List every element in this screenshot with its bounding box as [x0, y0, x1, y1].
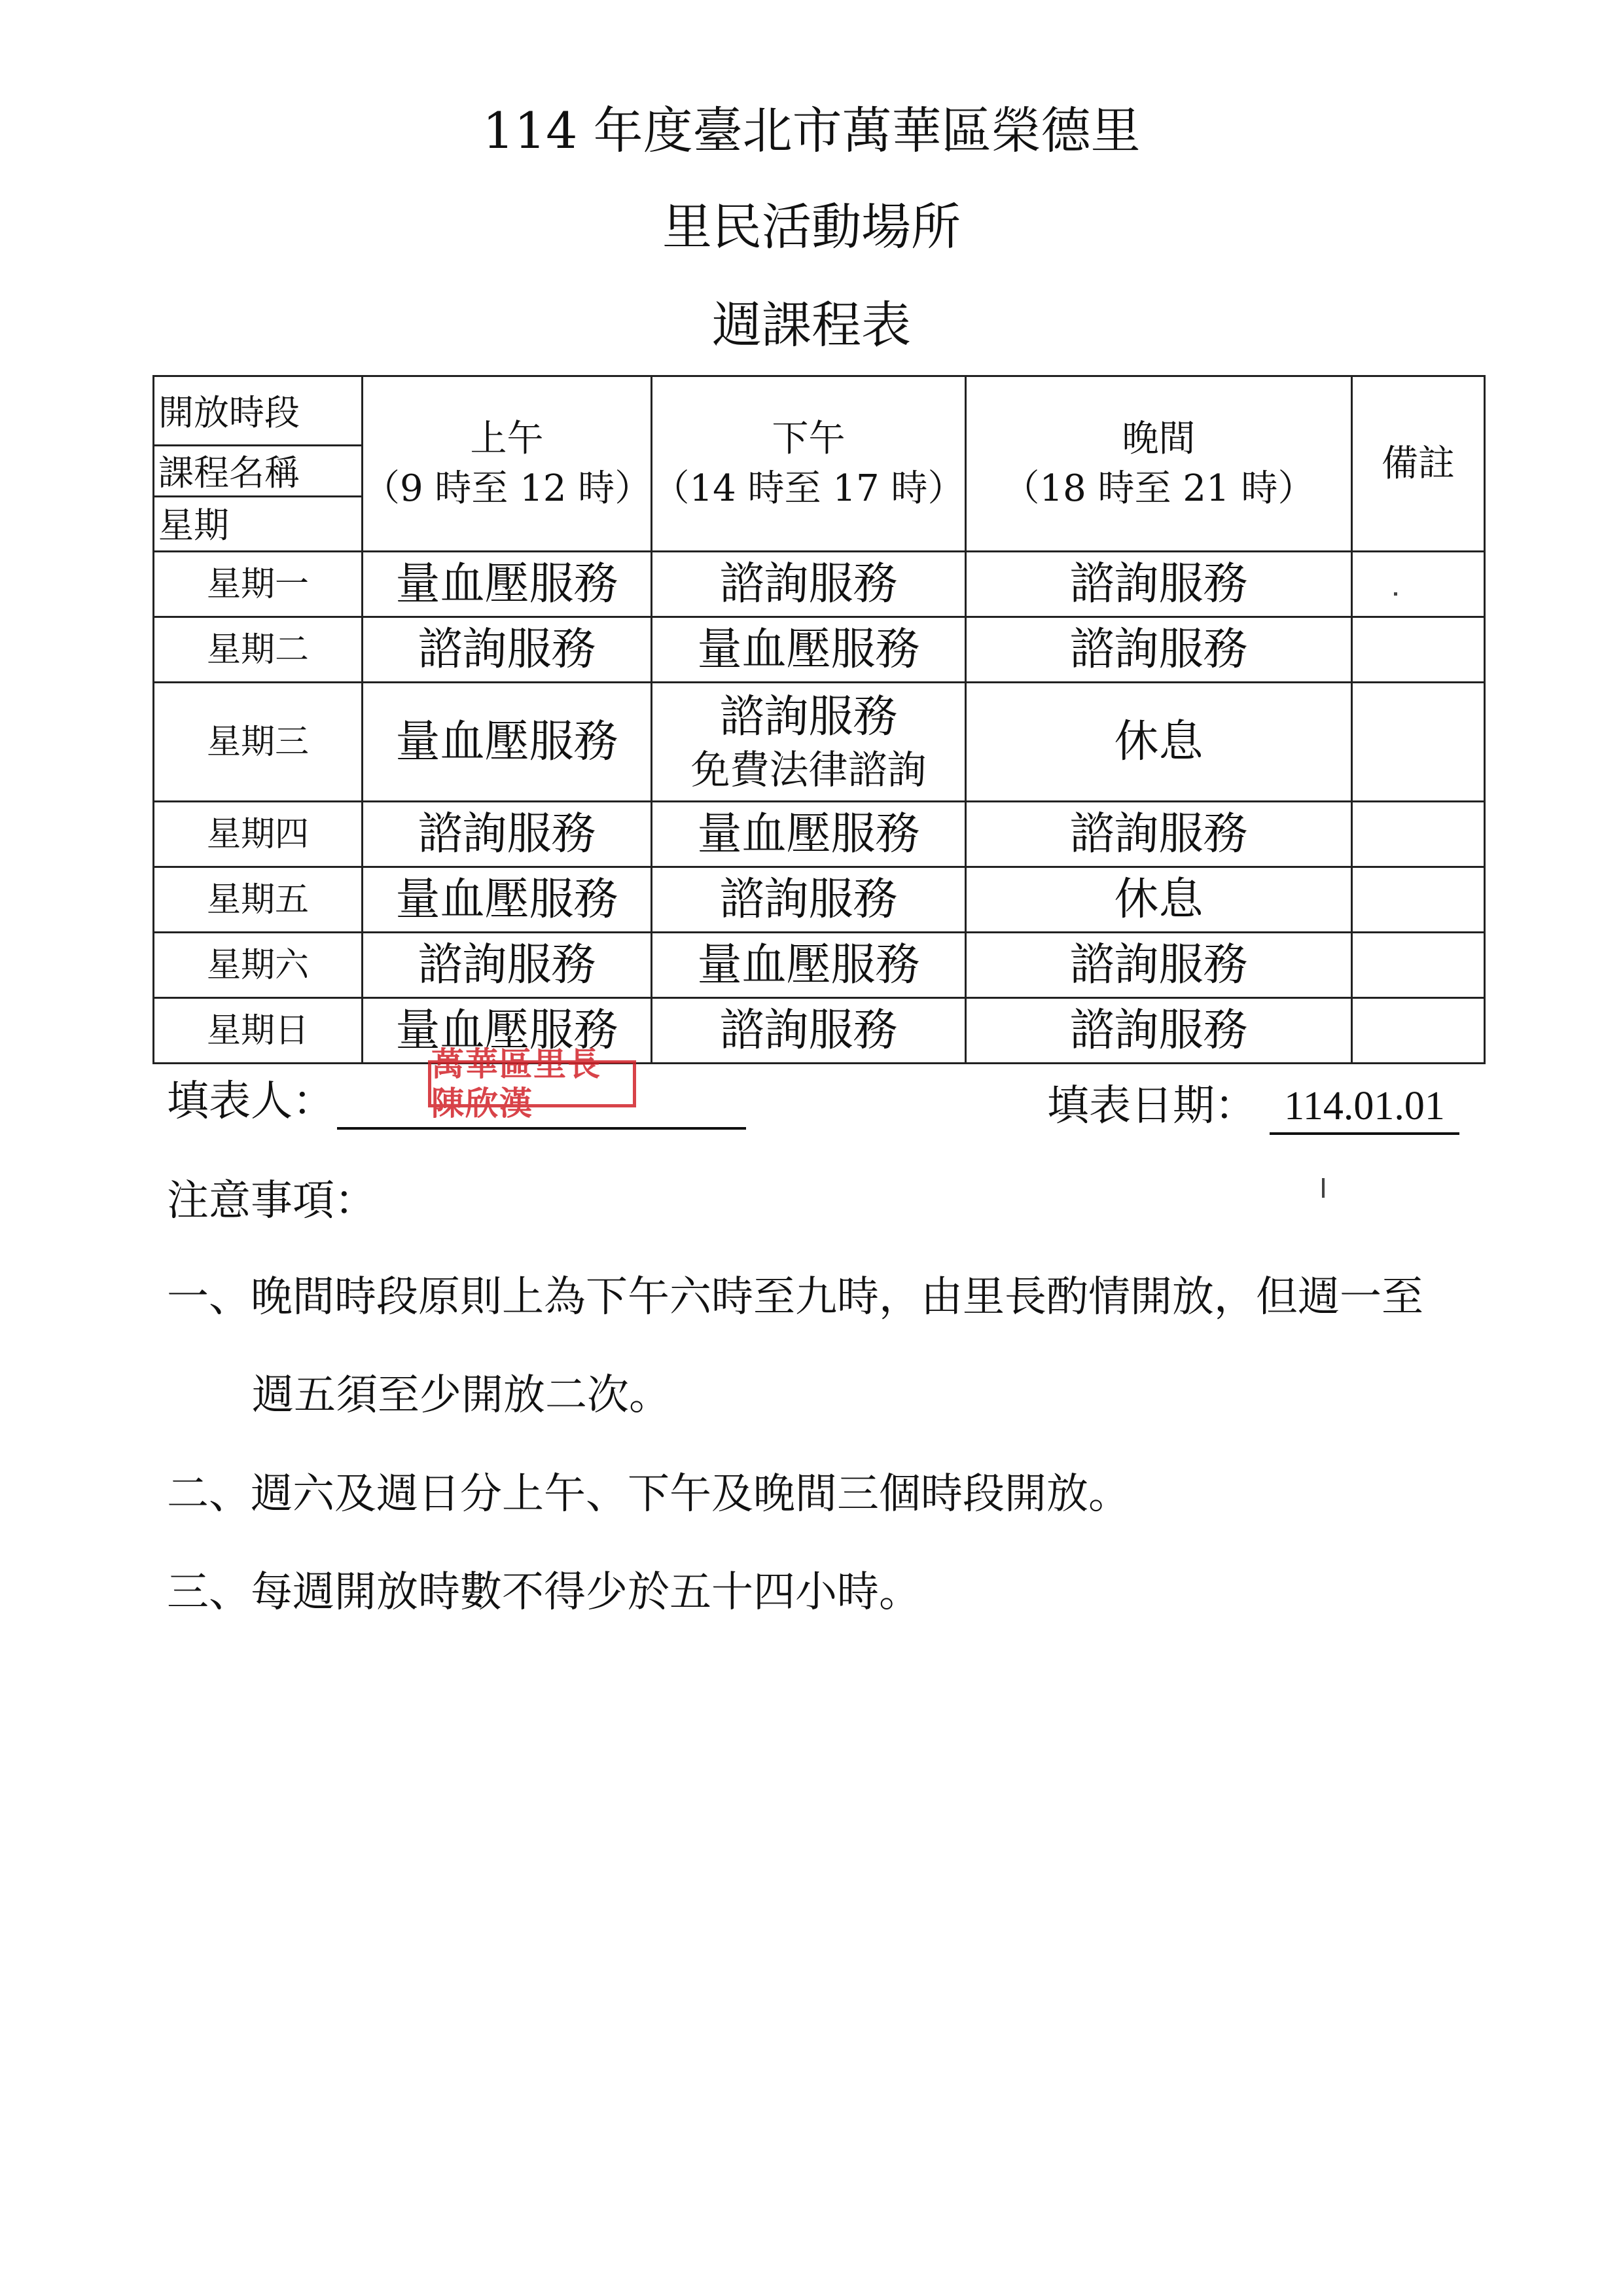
afternoon-cell-extra: 免費法律諮詢: [690, 747, 927, 793]
header-afternoon-label: 下午: [772, 417, 846, 460]
morning-cell: 諮詢服務: [363, 802, 652, 867]
morning-cell: 量血壓服務: [363, 867, 652, 933]
note-cell: [1352, 617, 1485, 683]
corner-cell: [154, 376, 363, 552]
day-cell: 星期六: [154, 933, 363, 998]
evening-cell: 諮詢服務: [966, 552, 1352, 617]
note-cell: [1352, 867, 1485, 933]
header-evening: [966, 376, 1352, 552]
document-heading: 週課程表: [712, 296, 911, 354]
note-cell: [1352, 998, 1485, 1064]
day-cell: 星期日: [154, 998, 363, 1064]
filler-label: 填表人：: [167, 1077, 334, 1126]
header-notes-label: 備註: [1382, 442, 1455, 485]
day-cell: 星期三: [154, 683, 363, 802]
note-cell: [1352, 933, 1485, 998]
note-item-1-continuation: 週五須至少開放二次。: [252, 1371, 671, 1420]
day-cell: 星期二: [154, 617, 363, 683]
afternoon-cell: 量血壓服務: [652, 933, 966, 998]
date-value: 114.01.01: [1270, 1080, 1459, 1135]
morning-cell: 量血壓服務: [363, 998, 652, 1064]
header-evening-hours: （18 時至 21 時）: [1003, 467, 1315, 510]
evening-cell: 諮詢服務: [966, 998, 1352, 1064]
evening-cell: 諮詢服務: [966, 617, 1352, 683]
afternoon-cell: 諮詢服務: [652, 998, 966, 1064]
afternoon-cell-main: 諮詢服務: [719, 691, 898, 743]
afternoon-cell: 量血壓服務: [652, 802, 966, 867]
table-row: [154, 998, 1485, 1064]
note-item-2: 二、週六及週日分上午、下午及晚間三個時段開放。: [167, 1470, 1130, 1518]
header-row: [154, 376, 1485, 552]
header-afternoon-hours: （14 時至 17 時）: [652, 467, 965, 510]
header-notes: [1352, 376, 1485, 552]
day-cell: 星期五: [154, 867, 363, 933]
afternoon-cell: 諮詢服務: [652, 552, 966, 617]
morning-cell: 量血壓服務: [363, 552, 652, 617]
header-morning-hours: （9 時至 12 時）: [363, 467, 652, 510]
evening-cell: 諮詢服務: [966, 933, 1352, 998]
table-row: [154, 933, 1485, 998]
schedule-table: [152, 375, 1486, 1064]
corner-label-course: 課程名稱: [154, 446, 361, 497]
morning-cell: 諮詢服務: [363, 617, 652, 683]
day-cell: 星期一: [154, 552, 363, 617]
note-item-1: 一、晚間時段原則上為下午六時至九時，由里長酌情開放，但週一至: [167, 1273, 1423, 1321]
table-row: [154, 617, 1485, 683]
table-row: [154, 802, 1485, 867]
note-cell: [1352, 802, 1485, 867]
note-item-3: 三、每週開放時數不得少於五十四小時。: [167, 1568, 921, 1617]
afternoon-cell: 量血壓服務: [652, 617, 966, 683]
morning-cell: 量血壓服務: [363, 683, 652, 802]
document-title: 114 年度臺北市萬華區榮德里: [482, 101, 1141, 160]
table-row: [154, 683, 1485, 802]
header-afternoon: [652, 376, 966, 552]
scan-speck: [1394, 592, 1397, 596]
day-cell: 星期四: [154, 802, 363, 867]
notes-title: 注意事項：: [167, 1177, 376, 1225]
header-morning: [363, 376, 652, 552]
table-row: [154, 552, 1485, 617]
filler-signature-line: [337, 1127, 746, 1130]
evening-cell: 諮詢服務: [966, 802, 1352, 867]
corner-label-timeslot: 開放時段: [154, 378, 361, 446]
evening-cell: 休息: [966, 867, 1352, 933]
note-cell: [1352, 683, 1485, 802]
table-row: [154, 867, 1485, 933]
note-cell: [1352, 552, 1485, 617]
official-seal-stamp: 萬華區里長陳欣漢: [428, 1060, 636, 1107]
header-morning-label: 上午: [470, 417, 544, 460]
evening-cell: 休息: [966, 683, 1352, 802]
corner-label-weekday: 星期: [158, 504, 229, 546]
morning-cell: 諮詢服務: [363, 933, 652, 998]
afternoon-cell: 諮詢服務: [652, 867, 966, 933]
date-label: 填表日期：: [1047, 1082, 1257, 1130]
document-subtitle: 里民活動場所: [662, 198, 961, 256]
scan-speck: [1322, 1178, 1325, 1198]
header-evening-label: 晚間: [1122, 417, 1196, 460]
afternoon-cell: [652, 683, 966, 802]
